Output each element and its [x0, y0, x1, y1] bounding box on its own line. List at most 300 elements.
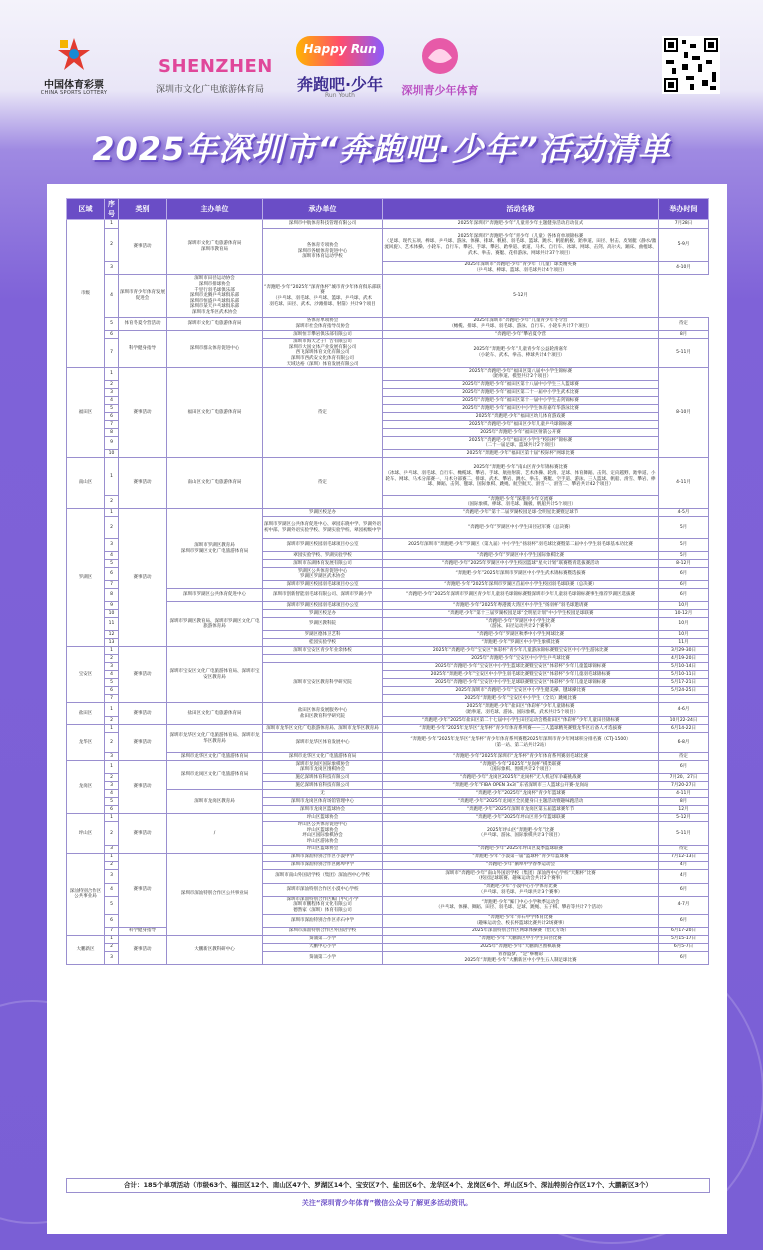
row-number-cell: 7 — [105, 339, 119, 368]
category-cell: 体育冬夏令营活动 — [119, 318, 167, 331]
organizer-cell: 深圳市龙华区体育发展中心 — [263, 733, 383, 753]
activity-name-cell: “奔跑吧·少年”2025年坪山区夏季篮球联赛 — [383, 845, 659, 853]
organizer-cell: 深圳市龙华区文化广电旅游体育局、深圳市龙华区教育局 — [263, 725, 383, 733]
activity-name-cell: 2025年“奔跑吧·少年”宝安区中小学生（全员）跳绳比赛 — [383, 695, 659, 703]
activity-sheet — [47, 184, 727, 1234]
activity-name-cell: “奔跑吧·少年”大鹏新区中小学生田径比赛 — [383, 935, 659, 943]
activity-table — [66, 198, 709, 965]
category-cell: 赛事活动 — [119, 935, 167, 964]
row-number-cell: 1 — [105, 853, 119, 861]
host-unit-cell: 深圳市文化广电旅游体育局 深圳市教育局 — [167, 220, 263, 275]
row-number-cell: 10 — [105, 610, 119, 618]
organizer-cell: 深圳市罗湖区校园羽毛球项目办公室 — [263, 539, 383, 552]
date-cell: 10月 — [659, 602, 709, 610]
date-cell: 6-8月 — [659, 733, 709, 753]
row-number-cell: 2 — [105, 229, 119, 262]
row-number-cell: 6 — [105, 413, 119, 421]
date-cell: 5月24-25日 — [659, 687, 709, 695]
date-cell: 5月10-14日 — [659, 663, 709, 671]
row-number-cell: 4 — [105, 552, 119, 560]
table-row — [67, 935, 709, 943]
activity-name-cell: 2025年深圳市“奔跑吧·少年”儿童青少年冬令营 （橄榄、排球、乒乓球、羽毛球、游泳、自行车、小轮车共计7个项目） — [383, 318, 659, 331]
organizer-cell: 罗湖区校足办 — [263, 509, 383, 517]
host-unit-cell: 深圳市龙岗区文化广电旅游体育局 — [167, 761, 263, 790]
column-header: 承办单位 — [263, 199, 383, 220]
activity-name-cell: “奔跑吧·少年”小漠中心小学体育比赛 （乒乓球、羽毛球、乒乓球共计3个赛事） — [383, 883, 659, 896]
activity-name-cell: “奔跑吧·少年”2025年深圳市龙岗区第五届篮球赛年节 — [383, 806, 659, 814]
row-number-cell: 2 — [105, 496, 119, 509]
date-cell: 6月5-7日 — [659, 943, 709, 951]
host-unit-cell: 南山区文化广电旅游体育局 — [167, 458, 263, 509]
organizer-cell: 待定 — [263, 458, 383, 509]
host-unit-cell: 深圳市罗湖区公共体育促进中心 — [167, 589, 263, 602]
shenzhen-dept-name: 深圳市文化广电旅游体育局 — [155, 85, 264, 95]
run-youth-title: 奔跑吧·少年 — [296, 75, 384, 94]
activity-name-cell: 2025年“奔跑吧·少年”盐田区“体彩杯”少年儿童锦标赛 （跆拳道、羽毛球、游泳、国际象棋、武术共计5个项目） — [383, 703, 659, 717]
row-number-cell: 5 — [105, 560, 119, 568]
qr-code-icon — [662, 36, 720, 94]
table-row — [67, 458, 709, 496]
organizer-cell: 坪山区篮球协会 — [263, 814, 383, 822]
date-cell: 5月10-11日 — [659, 671, 709, 679]
host-unit-cell: 深圳市宝安区文化广电旅游体育局、深圳市宝安区教育局 — [167, 647, 263, 703]
host-unit-cell: 深圳市群众体育促进中心 — [167, 331, 263, 368]
row-number-cell: 6 — [105, 568, 119, 581]
district-cell: 盐田区 — [67, 703, 105, 725]
activity-name-cell: 2025年“奔跑吧·少年”福田区第十一届中小学生击剑锦标赛 — [383, 397, 659, 405]
host-unit-cell: 深圳市龙华区文化广电旅游体育局 — [167, 753, 263, 761]
category-cell: 科学健身指导 — [119, 331, 167, 368]
organizer-cell: 深圳市龙岗区体育场馆管理中心 — [263, 798, 383, 806]
row-number-cell: 6 — [105, 806, 119, 814]
organizer-cell: 罗湖区公共体育促进中心 罗湖区罗湖区武术协会 — [263, 568, 383, 581]
row-number-cell: 4 — [105, 883, 119, 896]
table-row — [67, 220, 709, 229]
row-number-cell: 5 — [105, 798, 119, 806]
column-header: 区域 — [67, 199, 105, 220]
organizer-cell: 深圳市创新智能羽毛球有限公司、深圳市罗湖小学 — [263, 589, 383, 602]
organizer-cell: 罗湖区教科院 — [263, 618, 383, 631]
date-cell: 6月 — [659, 589, 709, 602]
date-cell: 8月 — [659, 798, 709, 806]
row-number-cell: 1 — [105, 509, 119, 517]
row-number-cell: 3 — [105, 539, 119, 552]
run-youth-logo — [290, 28, 390, 108]
host-unit-cell: 深圳市龙岗区教育局 — [167, 790, 263, 814]
district-cell: 深汕特别合作区公共事业局 — [67, 853, 105, 935]
date-cell: 10月 — [659, 631, 709, 639]
table-row — [67, 368, 709, 381]
row-number-cell: 8 — [105, 589, 119, 602]
district-cell: 龙华区 — [67, 725, 105, 761]
host-unit-cell: 大鹏新区教科研中心 — [167, 935, 263, 964]
activity-name-cell: 2025年“奔跑吧·少年”宝安区中小学生羽毛球比赛暨宝安区“体彩杯”少年儿童羽毛球锦标赛 — [383, 671, 659, 679]
organizer-cell: 深圳市南山外国语学校（集团）深汕西中心学校 — [263, 869, 383, 883]
date-cell: 6月 — [659, 951, 709, 964]
row-number-cell: 2 — [105, 822, 119, 846]
activity-name-cell: 2025年“奔跑吧·少年”福田区第十八届中小学生三人篮球赛 — [383, 381, 659, 389]
table-row — [67, 318, 709, 331]
category-cell: 赛事活动 — [119, 458, 167, 509]
column-header: 类别 — [119, 199, 167, 220]
row-number-cell: 7 — [105, 927, 119, 935]
activity-name-cell: 2025年深圳市“奔跑吧·少年”青少年（儿童）各体育单项锦标赛 （足球、现代五项、棒球、乒乓球、游泳、体操、排球、帆板、羽毛球、篮球、跳水、帆船帆板、跆拳道、田径、射击、皮划艇（静水/激流回旋）、艺术体操、小轮车、自行车、攀岩、手球、攀岩、跆拳道、柔道、马术、自行车、冰球、网球、击剑、高尔夫、蹦床、曲棍球、武术、拳击、赛艇、花样游泳、网球共计37个项目） — [383, 229, 659, 262]
organizer-cell: 翠园实验学校、罗湖实验学校 — [263, 552, 383, 560]
district-cell: 坪山区 — [67, 814, 105, 854]
activity-name-cell: “奔跑吧·少年”罗湖区中小学生比赛 （游泳、田径运动共计2个赛事） — [383, 618, 659, 631]
row-number-cell: 1 — [105, 368, 119, 381]
row-number-cell: 9 — [105, 437, 119, 450]
summary-row: 合计：185个单项活动（市级63个、福田区12个、南山区47个、罗湖区14个、宝安区7个、盐田区6个、龙华区4个、龙岗区6个、坪山区5个、深汕特别合作区17个、大鹏新区3个） — [66, 1178, 710, 1193]
district-cell: 大鹏新区 — [67, 935, 105, 964]
host-unit-cell: / — [167, 814, 263, 854]
shenzhen-logo — [140, 28, 280, 108]
date-cell: 6月 — [659, 883, 709, 896]
row-number-cell: 4 — [105, 671, 119, 679]
activity-name-cell: “奔跑吧·少年”FIBA OPEN 3x3广东省深圳市三人篮球公开赛-龙岗站 — [383, 782, 659, 790]
date-cell: 8-10月 — [659, 368, 709, 458]
table-row — [67, 853, 709, 861]
activity-name-cell: “奔跑吧·少年”2025年深圳市罗湖区中小学生武术锦标赛暨选拔赛 — [383, 568, 659, 581]
host-unit-cell: 深圳市罗湖区教育局、深圳市罗湖区文化广电旅游体育局 — [167, 602, 263, 647]
host-unit-cell: 深圳市青少年体育发展促进会 — [119, 275, 167, 318]
activity-name-cell: 2025年深圳市“奔跑吧·少年”宝安区中小学生健美操、毽球操比赛 — [383, 687, 659, 695]
row-number-cell: 3 — [105, 869, 119, 883]
activity-name-cell: 2025年深汕特别合作区网球体操赛（恰元专场） — [383, 927, 659, 935]
organizer-cell: 坪山区篮球协会 — [263, 845, 383, 853]
row-number-cell: 7 — [105, 581, 119, 589]
activity-name-cell: 2025年“奔跑吧·少年”宝安区“体彩杯”青少年儿童游泳锦标赛暨宝安区中小学生游泳比赛 — [383, 647, 659, 655]
date-cell: 待定 — [659, 318, 709, 331]
activity-name-cell: “奔跑吧·少年”2025年坪山区青少年篮球联赛 — [383, 814, 659, 822]
activity-name-cell: 2025年“奔跑吧·少年”福田区第十届“校际杯”网球比赛 — [383, 450, 659, 458]
activity-name-cell: 2025年“奔跑吧·少年”福田区第二十一届中小学生武术比赛 — [383, 389, 659, 397]
organizer-cell: 葵涌第二小学 — [263, 951, 383, 964]
row-number-cell: 1 — [105, 725, 119, 733]
row-number-cell: 2 — [105, 774, 119, 782]
activity-name-cell: “奔跑吧·少年”罗湖区秋季中小学生网球比赛 — [383, 631, 659, 639]
logo-bar — [0, 28, 763, 108]
district-cell: 南山区 — [67, 458, 105, 509]
category-cell: 赛事活动 — [119, 647, 167, 703]
organizer-cell: 深圳市龙岗区国际象棋协会 深圳市龙岗区围棋协会 — [263, 761, 383, 774]
organizer-cell: 深圳市深汕特别合作区外国语学校 — [263, 927, 383, 935]
activity-name-cell: “奔跑吧·少年”2025年深圳市“龙华杯”青少年体育系列赛羽毛球比赛 — [383, 753, 659, 761]
date-cell: 5月 — [659, 552, 709, 560]
activity-name-cell: “奔跑吧·少年”赤石中学体育比赛 （趣味运动会、校长杯篮球比赛共计2场赛事） — [383, 914, 659, 927]
activity-name-cell: 2025年“奔跑吧·少年”福田区第八届中小学生锦标赛 （跆拳道、模型共计2个项目） — [383, 368, 659, 381]
organizer-cell: 深圳市龙岗区篮球协会 — [263, 806, 383, 814]
category-cell: 赛事活动 — [119, 853, 167, 927]
row-number-cell: 3 — [105, 262, 119, 275]
row-number-cell: 1 — [105, 220, 119, 229]
category-cell: 赛事活动 — [119, 509, 167, 647]
organizer-cell: 坪山区公共体育促进中心 坪山区篮球协会 坪山区国际象棋协会 坪山区游泳协会 — [263, 822, 383, 846]
activity-name-cell: 2025年“奔跑吧·少年”福田区少年儿童乒乓球锦标赛 — [383, 421, 659, 429]
date-cell: 7月28日 — [659, 220, 709, 229]
shenzhen-youth-sports-logo — [400, 28, 480, 108]
row-number-cell: 5 — [105, 679, 119, 687]
category-cell: 赛事活动 — [119, 814, 167, 854]
date-cell — [659, 695, 709, 703]
activity-name-cell: “奔跑吧·少年”罗湖区中小学生国际象棋比赛 — [383, 552, 659, 560]
column-header: 主办单位 — [167, 199, 263, 220]
row-number-cell: 3 — [105, 753, 119, 761]
host-unit-cell: 深圳市文化广电旅游体育局 — [167, 318, 263, 331]
row-number-cell: 6 — [105, 914, 119, 927]
activity-name-cell: “奔跑吧·少年”2025年“深青体杯”城市青少年体育俱乐部联赛 （乒乓球、羽毛球、乒乓球、篮球、乒乓球、武术 羽毛球、田径、武术、沙滩排球、射箭）共计9个项目 — [263, 275, 383, 318]
row-number-cell: 13 — [105, 639, 119, 647]
date-cell: 12月 — [659, 806, 709, 814]
organizer-cell: 深圳市中航体育科技管理有限公司 — [263, 220, 383, 229]
row-number-cell: 2 — [105, 655, 119, 663]
organizer-cell: 罗湖区校足办 — [263, 610, 383, 618]
date-cell: 6月 — [659, 761, 709, 774]
activity-name-cell: 青春盛梦，“足”够精彩 2025年“奔跑吧·少年”大鹏新区中小学生五人制足球比赛 — [383, 951, 659, 964]
date-cell: 5月 — [659, 539, 709, 552]
activity-name-cell: 2025年“奔跑吧·少年”宝安区中小学生足球联赛暨宝安区“体彩杯”少年儿童足球锦标赛 — [383, 679, 659, 687]
row-number-cell: 4 — [105, 275, 119, 318]
activity-name-cell: 2025年“奔跑吧·少年”福田区小学生“校际杯”锦标赛 （二十一届足球、篮球共计2个项目） — [383, 437, 659, 450]
category-cell: 赛事活动 — [119, 220, 167, 275]
activity-name-cell: 2025年“奔跑吧·少年”福田区射箭公开赛 — [383, 429, 659, 437]
run-youth-sub: Run Youth — [325, 92, 355, 99]
category-cell: 赛事活动 — [119, 368, 167, 458]
row-number-cell: 7 — [105, 421, 119, 429]
date-cell: 4月19-20日 — [659, 655, 709, 663]
district-cell: 宝安区 — [67, 647, 105, 703]
table-row — [67, 927, 709, 935]
table-row — [67, 275, 709, 318]
row-number-cell: 5 — [105, 318, 119, 331]
host-unit-cell: 深圳市龙华区文化广电旅游体育局、深圳市龙华区教育局 — [167, 725, 263, 753]
row-number-cell: 1 — [105, 647, 119, 655]
activity-name-cell: “奔跑吧·少年”2025年盐田区第二十七届中小学生田径运动会暨盐田区“体彩杯”少年儿童田径锦标赛 — [383, 717, 659, 725]
host-unit-cell: 福田区文化广电旅游体育局 — [167, 368, 263, 458]
organizer-cell: 深圳市宝安区青少年业余体校 — [263, 647, 383, 655]
organizer-cell — [263, 655, 383, 663]
happy-run-badge: Happy Run — [296, 36, 384, 66]
row-number-cell: 1 — [105, 761, 119, 774]
row-number-cell: 7 — [105, 695, 119, 703]
date-cell: 5-12月 — [659, 814, 709, 822]
date-cell: 6月 — [659, 581, 709, 589]
organizer-cell: 无 — [263, 790, 383, 798]
activity-name-cell: 2025年“奔跑吧·少年”大鹏新区围棋联赛 — [383, 943, 659, 951]
activity-name-cell: “奔跑吧·少年”罗湖区中小学生田径冠军赛（总决赛） — [383, 517, 659, 539]
activity-name-cell: “奔跑吧·少年”2025年龙岗区全民健身日主题活动暨趣味跑活动 — [383, 798, 659, 806]
activity-name-cell: 2025年“奔跑吧·少年”宝安区中小学生篮球比赛暨宝安区“体彩杯”少年儿童篮球锦标赛 — [383, 663, 659, 671]
table-row — [67, 761, 709, 774]
table-row — [67, 509, 709, 517]
activity-name-cell: “奔跑吧·少年”2025年“龙岗杯”棋类联赛 （国际象棋、围棋共计2个项目） — [383, 761, 659, 774]
activity-name-cell: “奔跑吧·少年”深港青少年交流赛 （国际象棋、棒球、羽毛球、蹦极、帆船共计5个项目） — [383, 496, 659, 509]
organizer-cell: 深圳市罗湖区校园羽毛球项目办公室 — [263, 581, 383, 589]
date-cell: 4-10月 — [659, 262, 709, 275]
district-cell: 福田区 — [67, 368, 105, 458]
column-header: 举办时间 — [659, 199, 709, 220]
activity-name-cell: 2025年“奔跑吧·少年”福田区中小学生体育嘉年华游泳比赛 — [383, 405, 659, 413]
organizer-cell: 罗湖区德体卫艺科 — [263, 631, 383, 639]
table-header-row — [67, 199, 709, 220]
organizer-cell: 深圳市深汕特别合作区小漠中学 — [263, 853, 383, 861]
activity-name-cell: 2025年“奔跑吧·少年”南山区青少年锦标赛比赛 （冰球、乒乓球、羽毛球、自行车、橄榄球、攀岩、手球、航拍射箭、艺术体操、轮滑、足球、体育舞蹈、击剑、定向越野、跆拳道、小轮车、网球、马术分部赛一、马术分部赛二、排球、武术、攀岩、跳水、拳击、赛艇、空手道、游泳、三人篮球、帆船、滑雪、攀岩、棒球、舞蹈、击剑、毽球、国际象棋、跳绳、航空航天、滑雪一、滑雪二、攀岩共计42个项目） — [383, 458, 659, 496]
row-number-cell: 3 — [105, 845, 119, 853]
row-number-cell: 2 — [105, 381, 119, 389]
row-number-cell: 3 — [105, 951, 119, 964]
organizer-cell: 深圳市深汕特别合作区小漠中心学校 — [263, 883, 383, 896]
date-cell: 5-9月 — [659, 229, 709, 262]
china-sports-lottery-logo — [34, 28, 114, 108]
lottery-name-en: CHINA SPORTS LOTTERY — [40, 90, 108, 96]
activity-name-cell: “奔跑吧·少年”2025年罗湖区中小学生校园篮球“星火计划”联赛暨青选拔赛活动 — [383, 560, 659, 568]
organizer-cell: 施亿深圳体育科技有限公司 — [263, 782, 383, 790]
organizer-cell: 深圳市罗湖区校园羽毛球项目办公室 — [263, 602, 383, 610]
activity-name-cell: 2025年深圳市“奔跑吧·少年”青少年（儿童）球类精英赛 （乒乓球、棒球、篮球、羽毛球共计4个项目） — [383, 262, 659, 275]
table-row — [67, 703, 709, 717]
shenzhen-wordmark: SHENZHEN — [158, 56, 273, 77]
host-unit-cell: 盐田区文化广电旅游体育局 — [167, 703, 263, 725]
date-cell: 5-12月 — [383, 275, 659, 318]
host-unit-cell: 深圳市罗湖区教育局 深圳市罗湖区文化广电旅游体育局 — [167, 509, 263, 589]
date-cell: 8月 — [659, 331, 709, 339]
organizer-cell: 深圳市东湖体育发展有限公司 — [263, 560, 383, 568]
row-number-cell: 3 — [105, 782, 119, 790]
organizer-cell: 各体育单项协会 深圳市社会体育指导员协会 — [263, 318, 383, 331]
table-row — [67, 814, 709, 822]
category-cell: 赛事活动 — [119, 703, 167, 725]
row-number-cell: 5 — [105, 896, 119, 914]
activity-name-cell: 2025年坪山区“奔跑吧·少年”比赛 （乒乓球、游泳、国际象棋共计3个项目） — [383, 822, 659, 846]
activity-name-cell: 2025年“奔跑吧·少年”福田区幼儿体育游戏赛 — [383, 413, 659, 421]
row-number-cell: 3 — [105, 663, 119, 671]
organizer-cell: 盐田区体育发展服务中心 盐田区教育科学研究院 — [263, 703, 383, 725]
category-cell: 赛事活动 — [119, 725, 167, 761]
page-title: 2025年深圳市“奔跑吧·少年”活动清单 — [92, 130, 671, 168]
date-cell: 4月 — [659, 861, 709, 869]
flower-icon — [420, 36, 460, 76]
date-cell: 7月12-13日 — [659, 853, 709, 861]
date-cell: 4月 — [659, 869, 709, 883]
district-cell: 市级 — [67, 220, 105, 368]
row-number-cell: 10 — [105, 450, 119, 458]
date-cell: 4-11月 — [659, 790, 709, 798]
date-cell: 3月29-30日 — [659, 647, 709, 655]
activity-name-cell: “奔跑吧·少年”第十二届罗湖校园足球·全明星比赛暨足球节 — [383, 509, 659, 517]
column-header: 序号 — [105, 199, 119, 220]
date-cell: 待定 — [659, 845, 709, 853]
host-unit-cell: 深圳市深汕特别合作区公共事业局 — [167, 853, 263, 935]
activity-name-cell: “奔跑吧·少年”2025年粤港澳大湾区中小学生“扬羽杯”羽毛球邀请赛 — [383, 602, 659, 610]
organizer-cell: 施亿深圳体育科技有限公司 — [263, 774, 383, 782]
row-number-cell: 2 — [105, 733, 119, 753]
district-cell: 龙岗区 — [67, 761, 105, 814]
activity-name-cell: “奔跑吧·少年”2025年深圳市罗湖区青少年儿童羽毛球锦标赛暨深圳市少年儿童羽毛球锦标赛事生推荐罗湖区选拔赛 — [383, 589, 659, 602]
activity-name-cell: 2025年深圳市“奔跑吧·少年”罗湖区（第九届）中小学生“扬羽杯”羽毛球比赛暨第二届中小学生羽毛球基本功比赛 — [383, 539, 659, 552]
activity-name-cell: “奔跑吧·少年”2025年龙华区“龙华杯”青少年体育系列赛暨2025年深圳市青少年网球积分排名赛（CTJ-1500） （第一站、第二站共计2站） — [383, 733, 659, 753]
activity-name-cell: “奔跑吧·少年”小漠第一届“篮球杯”青少年篮球赛 — [383, 853, 659, 861]
date-cell: 10月 — [659, 618, 709, 631]
lottery-name: 中国体育彩票 — [44, 80, 104, 91]
row-number-cell: 6 — [105, 331, 119, 339]
activity-name-cell: “奔跑吧·少年”鹅埠中学春季运动会 — [383, 861, 659, 869]
column-header: 活动名称 — [383, 199, 659, 220]
row-number-cell: 4 — [105, 397, 119, 405]
activity-name-cell: “奔跑吧·少年”2025年深圳市罗湖区首届中小学生校园羽毛球联赛（总决赛） — [383, 581, 659, 589]
activity-name-cell: 深圳市“奔跑吧·少年”南山外国语学校（集团）深汕西中心学校“天鹅杯”比赛 （校园足球联赛、趣味运动会共计2个赛事） — [383, 869, 659, 883]
row-number-cell: 4 — [105, 790, 119, 798]
date-cell: 6月14-22日 — [659, 725, 709, 733]
date-cell: 6月17-20日 — [659, 927, 709, 935]
date-cell: 7月20、27日 — [659, 774, 709, 782]
row-number-cell: 8 — [105, 429, 119, 437]
row-number-cell: 1 — [105, 703, 119, 717]
lottery-star-icon — [56, 36, 92, 72]
date-cell: 11月 — [659, 639, 709, 647]
date-cell: 5月 — [659, 517, 709, 539]
activity-name-cell: “奔跑吧·少年”龙岗区2025年“龙岗杯”无人机冠军争霸挑战赛 — [383, 774, 659, 782]
date-cell: 4-7月 — [659, 896, 709, 914]
organizer-cell: 待定 — [263, 368, 383, 458]
youth-sports-name: 深圳青少年体育 — [401, 84, 479, 97]
activity-name-cell: 2025年深圳市“奔跑吧·少年”儿童青少年主题健身活动启动仪式 — [383, 220, 659, 229]
date-cell: 6月 — [659, 914, 709, 927]
table-row — [67, 647, 709, 655]
category-cell: 科学健身指导 — [119, 927, 167, 935]
date-cell: 10月22-24日 — [659, 717, 709, 725]
date-cell: 7月20-27日 — [659, 782, 709, 790]
date-cell: 待定 — [659, 753, 709, 761]
footnote: 关注“深圳青少年体育”微信公众号了解更多活动资讯。 — [301, 1199, 473, 1207]
date-cell: 5月15-17日 — [659, 935, 709, 943]
organizer-cell: 深圳市海天之子广告有限公司 深圳市大国文体产业发展有限公司 西飞深圳体育文化有限公司 深圳市西武安文化体育有限公司 天域达裕（深圳）体育发展有限公司 — [263, 339, 383, 368]
activity-name-cell: “奔跑吧·少年”2025年龙华区“龙华杯”青少年体育系列赛——三人篮球精英赛暨龙华区后备人才选拔赛 — [383, 725, 659, 733]
activity-name-cell: “奔跑吧·少年”第十三届罗湖校园足球“全明星计划”中小学生校园足球联赛 — [383, 610, 659, 618]
organizer-cell: 深圳市龙华区文化广电旅游体育局 — [263, 753, 383, 761]
activity-name-cell: “奔跑吧·少年”鲘门中心小学秋季运动会 （乒乓球、体操、舞蹈、田径、羽毛球、足球、跳绳、五子棋、攀岩等共计7个活动） — [383, 896, 659, 914]
organizer-cell: 深圳恒丰攀岩俱乐部有限公司 — [263, 331, 383, 339]
row-number-cell: 2 — [105, 943, 119, 951]
organizer-cell: 深圳市宝安区教育科学研究院 — [263, 663, 383, 703]
table-row — [67, 725, 709, 733]
date-cell: 5-11月 — [659, 339, 709, 368]
organizer-cell: 各体育专项协会 深圳市各级体育促进中心 深圳市体育运动学校 — [263, 229, 383, 275]
row-number-cell: 6 — [105, 687, 119, 695]
row-number-cell: 2 — [105, 517, 119, 539]
organizer-cell: 葵涌第二小学 — [263, 935, 383, 943]
row-number-cell: 9 — [105, 602, 119, 610]
date-cell: 4-5月 — [659, 509, 709, 517]
organizer-cell: 桂园实验学校 — [263, 639, 383, 647]
date-cell: 6月 — [659, 568, 709, 581]
date-cell: 5月17-21日 — [659, 679, 709, 687]
organizer-cell: 深圳市深汕特别合作区赤石中学 — [263, 914, 383, 927]
organizer-cell: 深圳市深汕特别合作区鹅埠中学 — [263, 861, 383, 869]
activity-name-cell: “奔跑吧·少年”2025年“龙岗杯”青少年篮球赛 — [383, 790, 659, 798]
activity-name-cell: 2025年“奔跑吧·少年”儿童青少年公益轮滑嘉年 （小轮车、武术、拳击、棒球共计4个项目） — [383, 339, 659, 368]
organizer-cell: 深圳市深汕特别合作区鲘门中心小学 深圳市鹏程体育文化有限公司 德然家（深圳）体育有限公司 — [263, 896, 383, 914]
row-number-cell: 3 — [105, 389, 119, 397]
row-number-cell: 2 — [105, 861, 119, 869]
row-number-cell: 5 — [105, 405, 119, 413]
table-row — [67, 331, 709, 339]
district-cell: 罗湖区 — [67, 509, 105, 647]
activity-name-cell: “奔跑吧·少年”罗湖区中小学生象棋比赛 — [383, 639, 659, 647]
category-cell: 赛事活动 — [119, 761, 167, 814]
organizer-cell: 深圳市罗湖区公共体育促进中心、翠园东晓中学、罗湖外语初中部、罗湖外语实验学校、罗湖实验学校、翠园初级中学 — [263, 517, 383, 539]
organizer-cell: 大鹏中心小学 — [263, 943, 383, 951]
date-cell: 5-11月 — [659, 822, 709, 846]
